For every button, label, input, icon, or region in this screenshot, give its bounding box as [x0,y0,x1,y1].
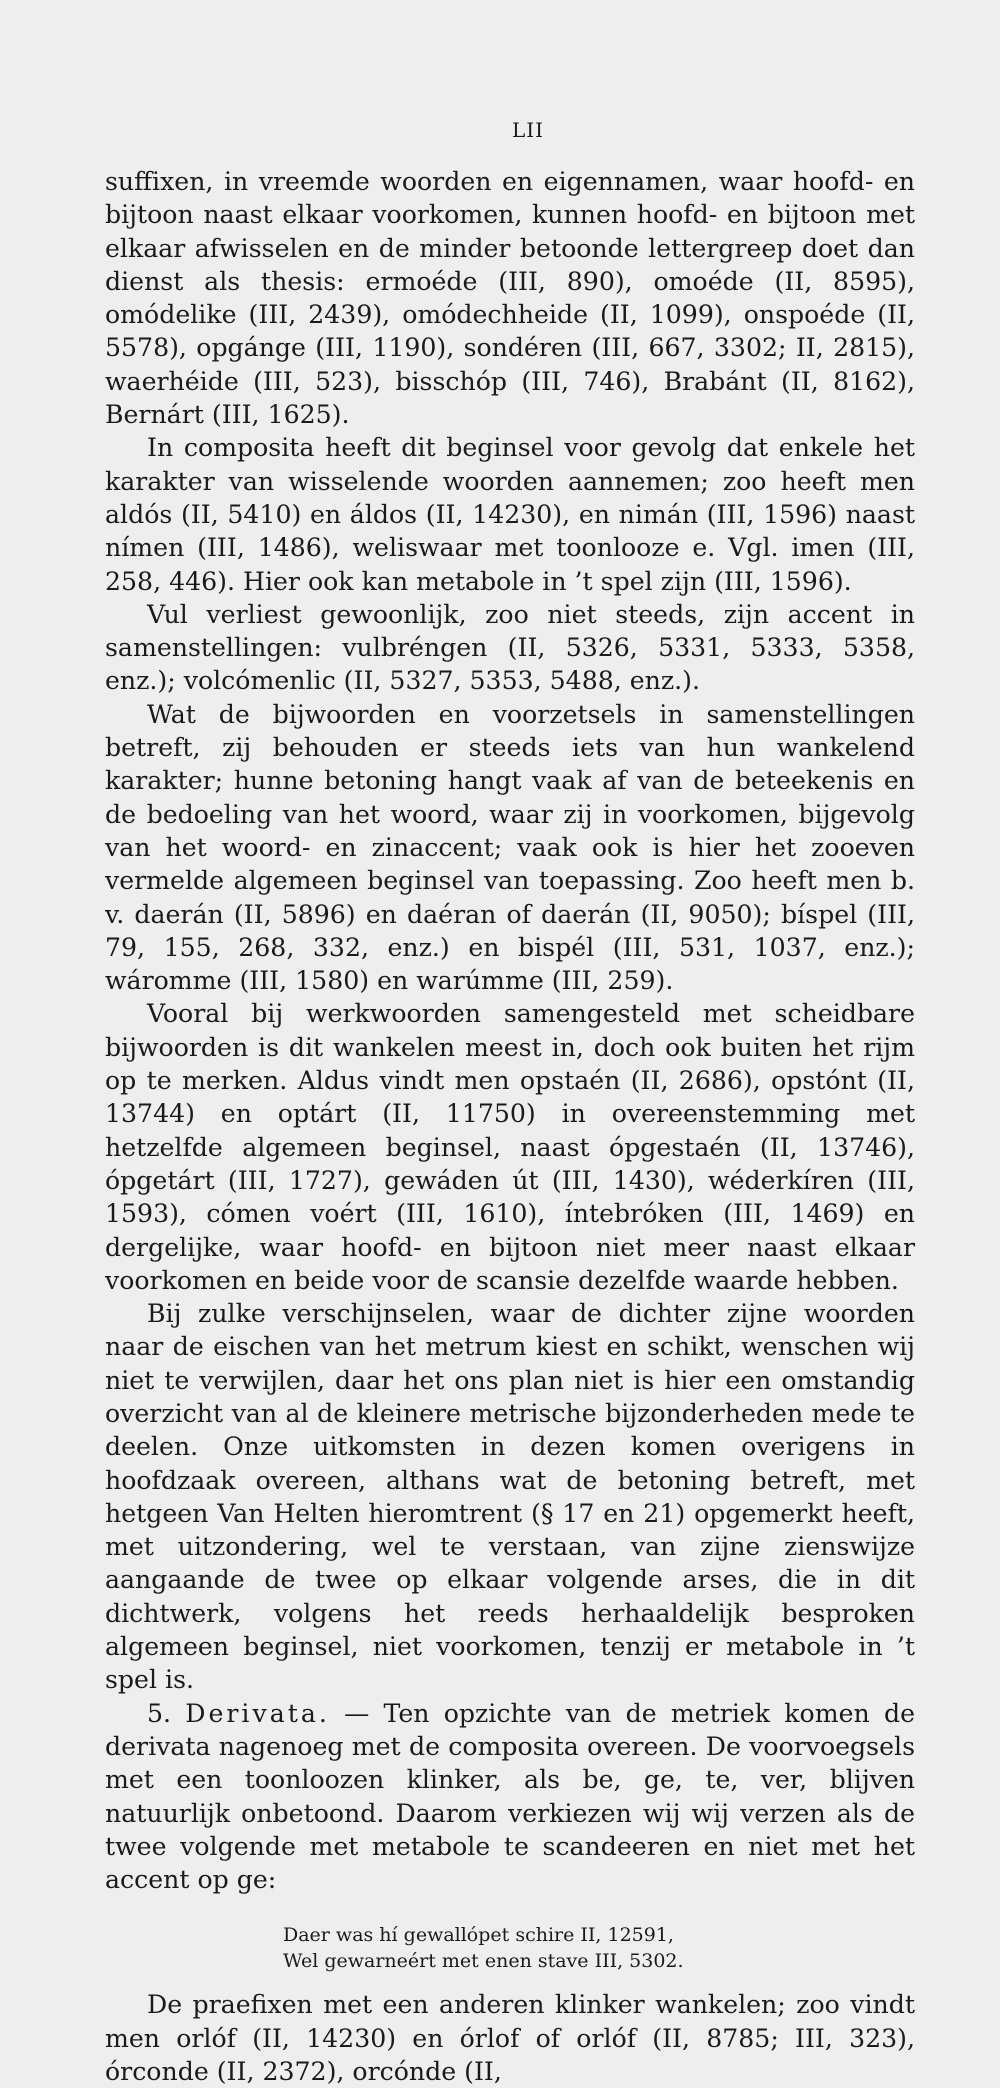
paragraph-werkwoorden: Vooral bij werkwoorden samengesteld met scheidbare bijwoorden is dit wankelen meest in, doch ook buiten het rijm op te merken. Aldus vindt men opstaén (II, 2686), opstónt (II, 13744) en optárt (II, 11750) in overeenstemming met hetzelfde algemeen beginsel, naast ópgestaén (II, 13746), ópgetárt (III, 1727), gewáden út (III, 1430), wéderkíren (III, 1593), cómen voért (III, 1610), íntebróken (III, 1469) en dergelijke, waar hoofd- en bijtoon niet meer naast elkaar voorkomen en beide voor de scansie dezelfde waarde hebben. [105,999,915,1295]
page-number: LII [512,118,545,142]
body-text [105,165,915,2088]
paragraph-suffixen: suffixen, in vreemde woorden en eigennamen, waar hoofd- en bijtoon naast elkaar voorkomen, kunnen hoofd- en bijtoon met elkaar afwisselen en de minder betoonde lettergreep doet dan dienst als thesis: ermoéde (III, 890), omoéde (II, 8595), omódelike (III, 2439), omódechheide (II, 1099), onspoéde (II, 5578), opgánge (III, 1190), sondéren (III, 667, 3302; II, 2815), waerhéide (III, 523), bisschóp (III, 746), Brabánt (II, 8162), Bernárt (III, 1625). [105,167,915,430]
paragraph-verschijnselen: Bij zulke verschijnselen, waar de dichter zijne woorden naar de eischen van het metrum kiest en schikt, wenschen wij niet te verwijlen, daar het ons plan niet is hier een omstandig overzicht van al de kleinere metrische bijzonderheden mede te deelen. Onze uitkomsten in dezen komen overigens in hoofdzaak overeen, althans wat de betoning betreft, met hetgeen Van Helten hieromtrent (§ 17 en 21) opgemerkt heeft, met uitzondering, wel te verstaan, van zijne zienswijze aangaande de twee op elkaar volgende arses, die in dit dichtwerk, volgens het reeds herhaaldelijk besproken algemeen beginsel, niet voorkomen, tenzij er metabole in ’t spel is. [105,1299,915,1695]
verse-line: Wel gewarneért met enen stave III, 5302. [283,1950,684,1973]
paragraph-praefixen: De praefixen met een anderen klinker wankelen; zoo vindt men orlóf (II, 14230) en órlof of orlóf (II, 8785; III, 323), órconde (II, 2372), orcónde (II, [105,1990,915,2087]
section-number: 5. [147,1698,172,1728]
paragraph-composita: In composita heeft dit beginsel voor gevolg dat enkele het karakter van wisselende woorden aannemen; zoo heeft men aldós (II, 5410) en áldos (II, 14230), en nimán (III, 1596) naast nímen (III, 1486), weliswaar met toonlooze e. Vgl. imen (III, 258, 446). Hier ook kan metabole in ’t spel zijn (III, 1596). [105,433,915,596]
verse-quotation [283,1922,915,1974]
paragraph-derivata [105,1697,915,1897]
paragraph-vul: Vul verliest gewoonlijk, zoo niet steeds, zijn accent in samenstellingen: vulbréngen (II, 5326, 5331, 5333, 5358, enz.); volcómenlic (II, 5327, 5353, 5488, enz.). [105,599,915,696]
section-text: — Ten opzichte van de metriek komen de derivata nagenoeg met de composita overeen. De voorvoegsels met een toonloozen klinker, als be, ge, te, ver, blijven natuurlijk onbetoond. Daarom verkiezen wij wij verzen als de twee volgende met metabole te scandeeren en niet met het accent op ge: [105,1698,915,1895]
section-title: Derivata. [185,1698,330,1728]
paragraph-bijwoorden: Wat de bijwoorden en voorzetsels in samenstellingen betreft, zij behouden er steeds iets van hun wankelend karakter; hunne betoning hangt vaak af van de beteekenis en de bedoeling van het woord, waar zij in voorkomen, bijgevolg van het woord- en zinaccent; vaak ook is hier het zooeven vermelde algemeen beginsel van toepassing. Zoo heeft men b. v. daerán (II, 5896) en daéran of daerán (II, 9050); bíspel (III, 79, 155, 268, 332, enz.) en bispél (III, 531, 1037, enz.); wáromme (III, 1580) en warúmme (III, 259). [105,699,915,996]
verse-line: Daer was hí gewallópet schire II, 12591, [283,1924,674,1947]
